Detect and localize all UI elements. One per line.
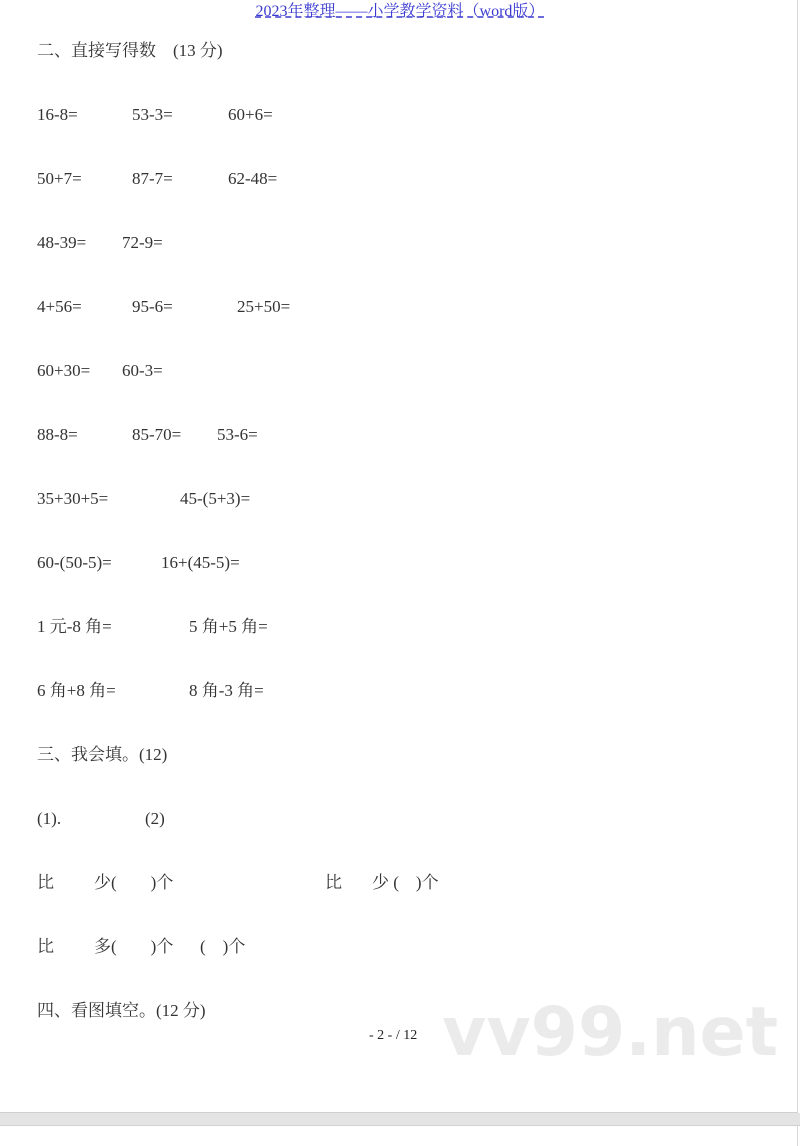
next-page (0, 1126, 798, 1146)
page-gap (0, 1113, 800, 1126)
problem: 87-7= (132, 169, 173, 188)
problem: 53-3= (132, 105, 173, 124)
problem: 48-39= (37, 233, 87, 252)
fill-text: 少 ( )个 (372, 873, 439, 892)
question-label: (1). (37, 809, 62, 828)
problem: 50+7= (37, 169, 82, 188)
page-header: 2023年整理——小学教学资料（word版） (255, 3, 545, 20)
problem: 60-3= (122, 361, 163, 380)
page-number: - 2 - / 12 (369, 1028, 418, 1043)
watermark: vv99.net (442, 993, 779, 1072)
problem: 25+50= (237, 297, 291, 316)
fill-text: 比 (325, 873, 342, 892)
fill-text: 多( )个 (94, 937, 174, 956)
problem: 35+30+5= (37, 489, 109, 508)
section-title: 四、看图填空。(12 分) (37, 1001, 206, 1020)
problem: 1 元-8 角= (37, 617, 112, 636)
problem: 16-8= (37, 105, 78, 124)
problem: 60+30= (37, 361, 91, 380)
problem: 60+6= (228, 105, 273, 124)
section-title: 三、我会填。(12) (37, 745, 168, 764)
problem: 85-70= (132, 425, 182, 444)
fill-text: ( )个 (200, 937, 246, 956)
question-label: (2) (145, 809, 165, 828)
problem: 4+56= (37, 297, 82, 316)
problem: 88-8= (37, 425, 78, 444)
problem: 45-(5+3)= (180, 489, 251, 508)
fill-text: 比 (37, 937, 54, 956)
problem: 53-6= (217, 425, 258, 444)
fill-text: 比 (37, 873, 54, 892)
section-title: 二、直接写得数 (13 分) (37, 41, 223, 60)
problem: 8 角-3 角= (189, 681, 264, 700)
problem: 95-6= (132, 297, 173, 316)
problem: 16+(45-5)= (161, 553, 240, 572)
problem: 6 角+8 角= (37, 681, 116, 700)
fill-text: 少( )个 (94, 873, 174, 892)
problem: 72-9= (122, 233, 163, 252)
problem: 62-48= (228, 169, 278, 188)
problem: 5 角+5 角= (189, 617, 268, 636)
problem: 60-(50-5)= (37, 553, 112, 572)
